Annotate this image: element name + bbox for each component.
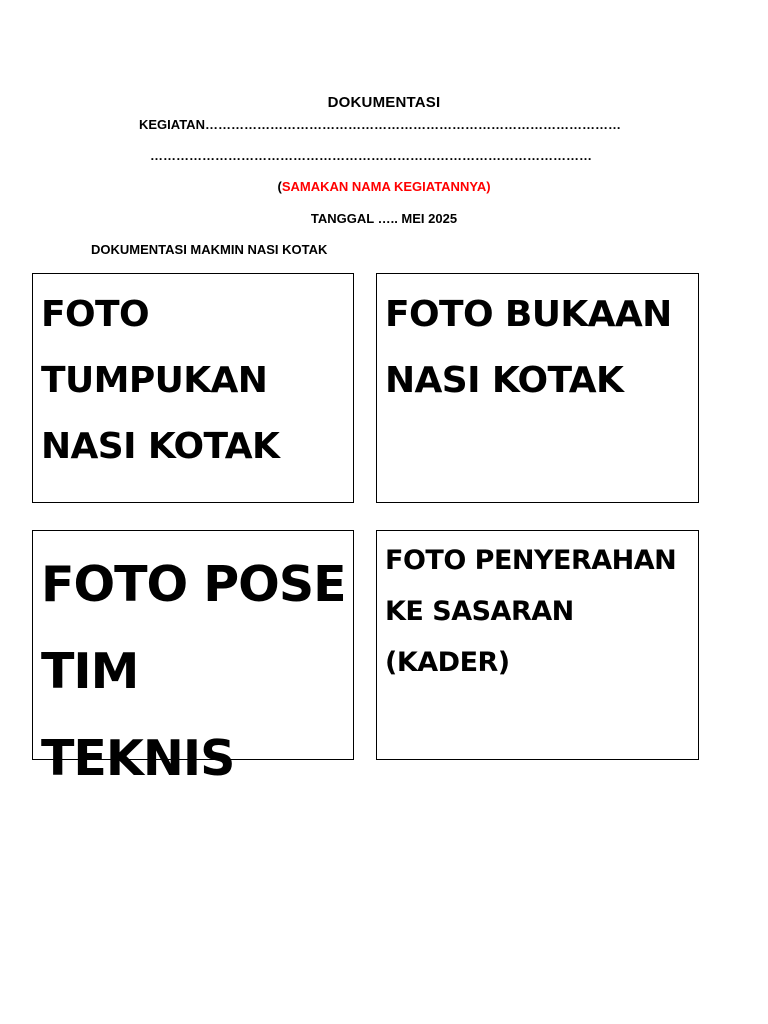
photo-box-label: FOTO TUMPUKAN NASI KOTAK xyxy=(41,294,280,467)
photo-box-label: FOTO POSE TIM TEKNIS xyxy=(41,556,346,787)
photo-box-team-pose xyxy=(32,530,354,787)
section-label: DOKUMENTASI MAKMIN NASI KOTAK xyxy=(91,242,328,257)
document-title: DOKUMENTASI xyxy=(327,94,441,111)
date-line: TANGGAL ….. MEI 2025 xyxy=(310,211,458,226)
note-open-paren: ( xyxy=(277,179,282,194)
photo-box-stacked-boxes xyxy=(32,273,354,503)
photo-box-label: FOTO BUKAAN NASI KOTAK xyxy=(385,294,672,401)
note-text: SAMAKAN NAMA KEGIATANNYA) xyxy=(281,179,491,194)
activity-name-note xyxy=(0,179,768,194)
kegiatan-dotted-line: ………………………………………………………………………………………… xyxy=(150,148,592,163)
photo-box-handover xyxy=(376,530,699,760)
photo-box-opened-box xyxy=(376,273,699,503)
kegiatan-line: KEGIATAN…………………………………………………………………………………… xyxy=(139,117,621,132)
photo-box-label: FOTO PENYERAHAN KE SASARAN (KADER) xyxy=(385,545,677,678)
